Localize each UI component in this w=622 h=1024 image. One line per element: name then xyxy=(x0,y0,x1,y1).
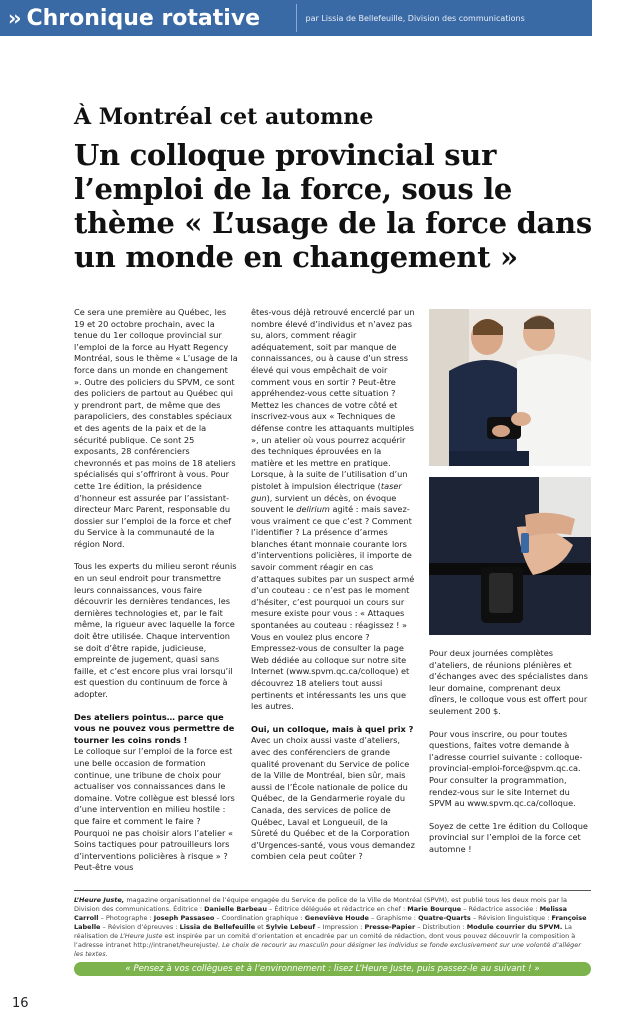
footer-rule xyxy=(74,890,591,891)
credit-associate: Melissa Carroll xyxy=(74,905,568,922)
col2-text-a: êtes-vous déjà retrouvé encerclé par un nombre élevé d’individus et n’avez pas su, alors, comment réagir adéquatement, soit par manque de connaissances, ou à cause d’un stress élevé qui vous empêchait de voir comment vous en sortir ? Peut-être appréhendez-vous cette situation ? Mettez les chances de votre côté et inscrivez-vous aux « Techniques de défense contre les attaquants multiples », un atelier où vous pourrez acquérir des techniques éprouvées en la matière et les mettre en pratique. Lorsque, à la suite de l’utilisation d’un pistolet à impulsion électrique ( xyxy=(251,307,415,491)
col2-taser-term: taser gun xyxy=(251,480,402,503)
credits-text: – Coordination graphique : xyxy=(214,914,305,922)
col1-subheading: Des ateliers pointus… parce que vous ne pouvez vous permettre de tourner les coins ronds ! xyxy=(74,711,235,745)
col1-paragraph-2: Tous les experts du milieu seront réunis en un seul endroit pour transmettre leurs connaissances, vous faire découvrir les dernières tendances, les dernières technologies et, par le fait même, la rigueur avec laquelle la force doit être utilisée. Chaque intervention se doit d’être rapide, judicieuse, empreinte de jugement, quasi sans faille, et c’est encore plus vrai lorsqu’il est question du continuum de force à adopter. xyxy=(74,561,237,699)
credits-text: – Graphisme : xyxy=(368,914,419,922)
credits-text: La réalisation de xyxy=(74,923,573,940)
credit-design: Quatre-Quarts xyxy=(418,914,471,922)
col2-text-b: ), survient un décès, on évoque souvent le xyxy=(251,492,397,515)
column-2 xyxy=(251,307,415,874)
banner-divider xyxy=(296,4,297,32)
column-3 xyxy=(429,648,591,867)
credits-text: – Distribution : xyxy=(415,923,467,931)
photo-2-illustration xyxy=(429,477,591,635)
credits-text: – Révision d’épreuves : xyxy=(100,923,180,931)
credit-photographer: Joseph Passaseo xyxy=(153,914,215,922)
gender-note: Le choix de recourir au masculin pour désigner les individus se fonde exclusivement sur une volonté d’alléger les textes. xyxy=(74,941,581,958)
credit-editor: Danielle Barbeau xyxy=(204,905,267,913)
credits-text: et xyxy=(255,923,266,931)
section-banner xyxy=(0,0,592,36)
credits-text: est inspirée par un comité d’orientation et encadrée par un comité de rédaction, dont vous pouvez découvrir la composition à l’adresse intranet http://intranet/heurejuste/. xyxy=(74,932,576,949)
col2-subheading: Oui, un colloque, mais à quel prix ? xyxy=(251,723,414,734)
credit-coordination: Geneviève Houde xyxy=(304,914,369,922)
col2-text-c: agité : mais savez-vous vraiment ce que c’est ? Comment l’identifier ? La présence d’armes blanches étant monnaie courante lors d’interventions policières, il importe de savoir comment réagir en cas d’attaques subites par un suspect armé d’un couteau : ce n’est pas le moment d’hésiter, c’est pourquoi un cours sur mesure existe pour vous : « Attaques spontanées au couteau : réagissez ! » Vous en voulez plus encore ? Empressez-vous de consulter la page Web dédiée au colloque sur notre site Internet (www.spvm.qc.ca/colloque) et découvrez 18 ateliers tout aussi pertinents et intéressants les uns que les autres. xyxy=(251,504,415,712)
col1-paragraph-3: Le colloque sur l’emploi de la force est une belle occasion de formation continue, une tribune de choix pour actualiser vos connaissances dans le domaine. Votre collègue est blessé lors d’une intervention en milieu hostile : que faire et comment le faire ? Pourquoi ne pas choisir alors l’atelier « Soins tactiques pour patrouilleurs lors d’interventions policières à risque » ? Peut-être vous xyxy=(74,746,235,873)
magazine-name: L’Heure Juste, xyxy=(74,896,125,904)
credit-chief: Marie Bourque xyxy=(407,905,462,913)
article-headline: Un colloque provincial sur l’emploi de la force, sous le thème « L’usage de la force dans un monde en changement » xyxy=(74,138,592,274)
byline: par Lissia de Bellefeuille, Division des communications xyxy=(305,13,525,23)
credits-text: – Impression : xyxy=(315,923,365,931)
credits-text: – Éditrice déléguée et rédactrice en chef : xyxy=(266,905,408,913)
credits-text: – Photographe : xyxy=(98,914,154,922)
column-1 xyxy=(74,307,238,885)
photo-holster-closeup xyxy=(429,477,591,635)
masthead-credits xyxy=(74,896,591,959)
credit-revision: Françoise Labelle xyxy=(74,914,587,931)
eco-slogan: « Pensez à vos collègues et à l’environnement : lisez L’Heure Juste, puis passez-le au suivant ! » xyxy=(74,962,591,976)
credit-proof-2: Sylvie Lebeuf xyxy=(265,923,316,931)
credit-print: Presse-Papier xyxy=(364,923,416,931)
article-kicker: À Montréal cet automne xyxy=(74,104,374,130)
col2-delirium-term: delirium xyxy=(296,504,330,515)
col2-paragraph-2: Avec un choix aussi vaste d’ateliers, avec des conférenciers de grande qualité provenant du Service de police de la Ville de Montréal, bien sûr, mais aussi de l’École nationale de police du Québec, de la Gendarmerie royale du Canada, des services de police de Québec, Laval et Longueuil, de la Sûreté du Québec et de la Corporation d’Urgences-santé, vous vous demandez combien cela peut coûter ? xyxy=(251,735,415,862)
section-title: Chronique rotative xyxy=(26,5,261,31)
page-number: 16 xyxy=(12,996,29,1011)
col3-paragraph-2: Pour vous inscrire, ou pour toutes questions, faites votre demande à l’adresse courriel suivante : colloque-provincial-emploi-force@spvm.qc.ca. Pour consulter la programmation, rendez-vous sur le site Internet du SPVM au www.spvm.qc.ca/colloque. xyxy=(429,728,583,809)
magazine-name-italic: L’Heure Juste xyxy=(120,932,163,940)
col1-paragraph-1: Ce sera une première au Québec, les 19 et 20 octobre prochain, avec la tenue du 1er colloque provincial sur l’emploi de la force au Hyatt Regency Montréal, sous le thème « L’usage de la force dans un monde en changement ». Outre des policiers du SPVM, ce sont des policiers de partout au Québec qui y prendront part, de même que des parapoliciers, des constables spéciaux et des agents de la paix et de la sécurité publique. Ce sont 25 exposants, 28 conférenciers chevronnés et pas moins de 18 ateliers spécialisés qui s’offriront à vous. Pour cette 1re édition, la présidence d’honneur est assurée par l’assistant-directeur Marc Parent, responsable du dossier sur l’emploi de la force et chef du Service à la communauté de la région Nord. xyxy=(74,307,238,549)
photo-instructors-holster-demo xyxy=(429,309,591,466)
col3-paragraph-1: Pour deux journées complètes d’ateliers, de réunions plénières et d’échanges avec des spécialistes dans leur domaine, comprenant deux dîners, le colloque vous est offert pour seulement 200 $. xyxy=(429,648,588,716)
col3-paragraph-3: Soyez de cette 1re édition du Colloque provincial sur l’emploi de la force cet automne ! xyxy=(429,820,588,854)
photo-1-illustration xyxy=(429,309,591,466)
credits-text: – Rédactrice associée : xyxy=(461,905,540,913)
credit-distribution: Module courrier du SPVM. xyxy=(466,923,563,931)
double-chevron-icon: ›› xyxy=(8,6,19,30)
credit-proof: Lissia de Bellefeuille xyxy=(179,923,256,931)
col2-paragraph-1 xyxy=(251,307,415,713)
credits-text: – Révision linguistique : xyxy=(470,914,552,922)
credits-text: magazine organisationnel de l’équipe engagée du Service de police de la Ville de Montréal (SPVM), est publié tous les deux mois par la Division des communications. Éditrice : xyxy=(74,896,567,913)
